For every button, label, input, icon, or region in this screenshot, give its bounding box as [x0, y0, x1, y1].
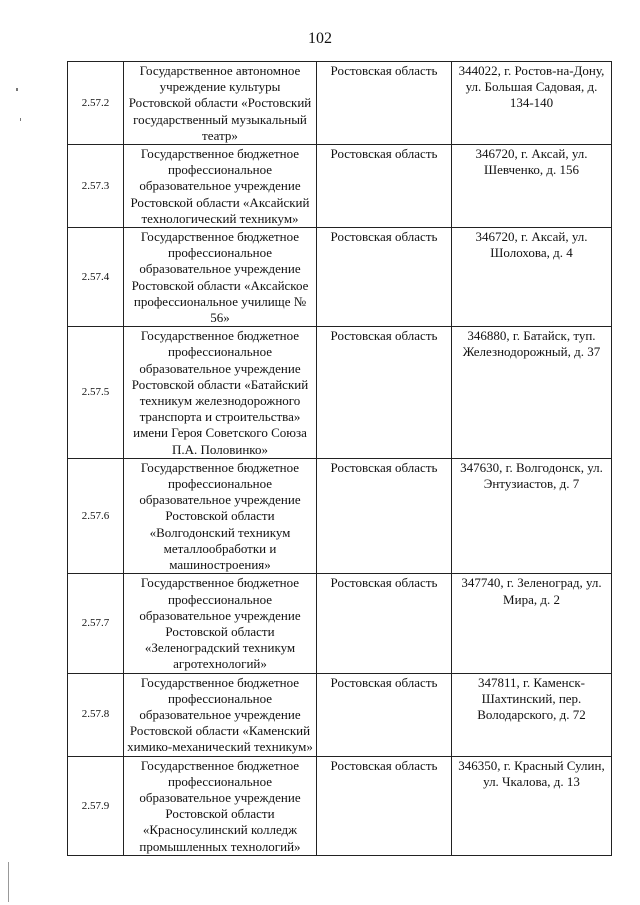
region-cell: Ростовская область [317, 673, 452, 756]
region-cell: Ростовская область [317, 327, 452, 459]
institution-name: Государственное бюджетное профессиональное образовательное учреждение Ростовской области «Зеленоградский техникум агротехнологий» [124, 574, 317, 673]
table-row [68, 228, 612, 327]
row-number: 2.57.5 [68, 327, 124, 459]
table-row [68, 327, 612, 459]
institution-name: Государственное бюджетное профессиональное образовательное учреждение Ростовской области «Каменский химико-механический техникум» [124, 673, 317, 756]
table-row [68, 574, 612, 673]
institution-name: Государственное бюджетное профессиональное образовательное учреждение Ростовской области «Волгодонский техникум металлообработки и машиностроения» [124, 458, 317, 573]
institution-name: Государственное бюджетное профессиональное образовательное учреждение Ростовской области «Аксайский технологический техникум» [124, 145, 317, 228]
table-row [68, 145, 612, 228]
table-row [68, 756, 612, 855]
address-cell: 347740, г. Зеленоград, ул. Мира, д. 2 [452, 574, 612, 673]
region-cell: Ростовская область [317, 756, 452, 855]
scan-artifact [8, 862, 9, 902]
scan-artifact [16, 88, 18, 91]
table-row [68, 458, 612, 573]
scan-artifact [20, 118, 21, 121]
registry-table [67, 61, 612, 856]
address-cell: 347630, г. Волгодонск, ул. Энтузиастов, д. 7 [452, 458, 612, 573]
row-number: 2.57.7 [68, 574, 124, 673]
table-row [68, 673, 612, 756]
region-cell: Ростовская область [317, 228, 452, 327]
institution-name: Государственное бюджетное профессиональное образовательное учреждение Ростовской области «Батайский техникум железнодорожного транспорта и строительства» имени Героя Советского Союза П.А. Половинко» [124, 327, 317, 459]
row-number: 2.57.9 [68, 756, 124, 855]
address-cell: 346350, г. Красный Сулин, ул. Чкалова, д. 13 [452, 756, 612, 855]
row-number: 2.57.3 [68, 145, 124, 228]
row-number: 2.57.2 [68, 62, 124, 145]
address-cell: 346720, г. Аксай, ул. Шевченко, д. 156 [452, 145, 612, 228]
region-cell: Ростовская область [317, 458, 452, 573]
row-number: 2.57.4 [68, 228, 124, 327]
row-number: 2.57.6 [68, 458, 124, 573]
region-cell: Ростовская область [317, 62, 452, 145]
region-cell: Ростовская область [317, 145, 452, 228]
institution-name: Государственное автономное учреждение культуры Ростовской области «Ростовский государственный музыкальный театр» [124, 62, 317, 145]
row-number: 2.57.8 [68, 673, 124, 756]
address-cell: 344022, г. Ростов-на-Дону, ул. Большая Садовая, д. 134-140 [452, 62, 612, 145]
institution-name: Государственное бюджетное профессиональное образовательное учреждение Ростовской области «Аксайское профессиональное училище № 56» [124, 228, 317, 327]
address-cell: 346880, г. Батайск, туп. Железнодорожный, д. 37 [452, 327, 612, 459]
page-number: 102 [308, 30, 332, 47]
table-row [68, 62, 612, 145]
address-cell: 347811, г. Каменск-Шахтинский, пер. Володарского, д. 72 [452, 673, 612, 756]
institution-name: Государственное бюджетное профессиональное образовательное учреждение Ростовской области «Красносулинский колледж промышленных технологий» [124, 756, 317, 855]
address-cell: 346720, г. Аксай, ул. Шолохова, д. 4 [452, 228, 612, 327]
region-cell: Ростовская область [317, 574, 452, 673]
